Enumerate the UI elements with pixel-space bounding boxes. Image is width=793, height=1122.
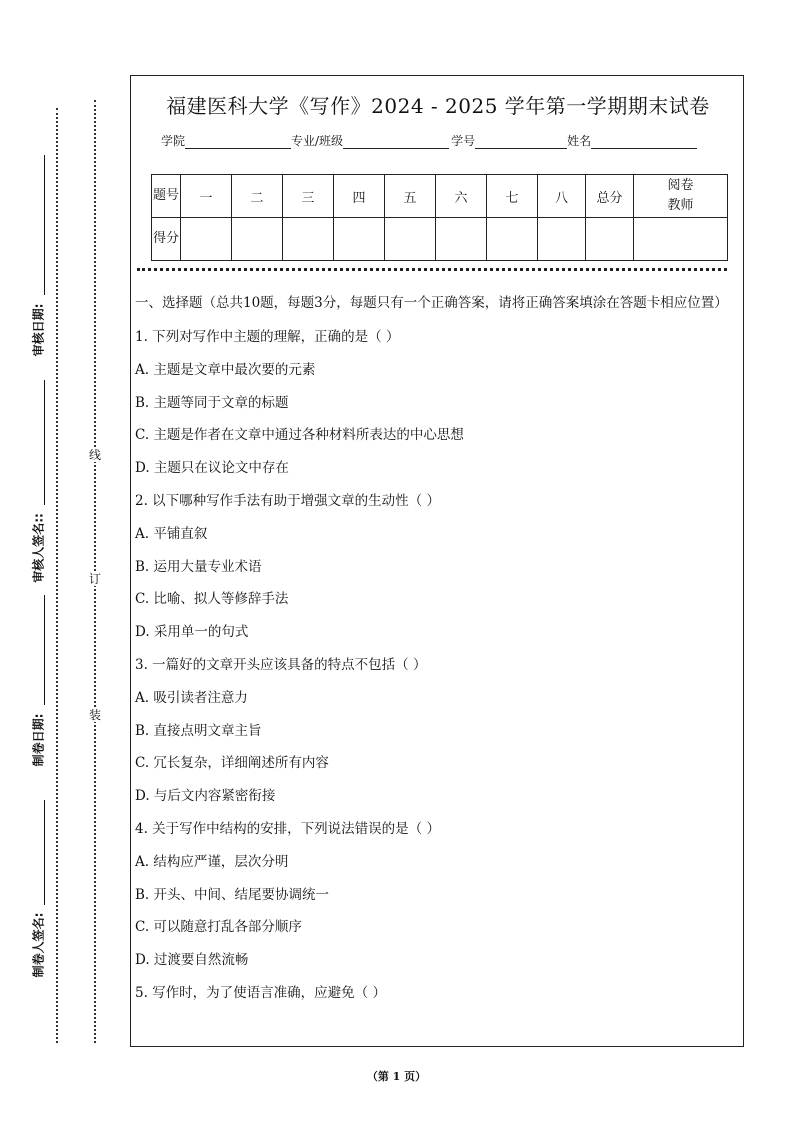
section-8-header: 八 — [538, 175, 586, 218]
score-row-label: 得分 — [152, 218, 181, 261]
question-list — [135, 321, 735, 1010]
binding-margin: 审核日期: 审核人签名:: 制卷日期: 制卷人签名: 线 订 装 — [0, 0, 125, 1122]
score-cell-5[interactable] — [385, 218, 436, 261]
section-6-header: 六 — [436, 175, 487, 218]
question-stem: 5. 写作时，为了使语言准确，应避免（ ） — [135, 984, 386, 1001]
cut-mark-fold: 装 — [88, 708, 101, 722]
question-stem: 2. 以下哪种写作手法有助于增强文章的生动性（ ） — [135, 492, 440, 509]
college-field[interactable] — [185, 136, 291, 149]
answer-option: B. 运用大量专业术语 — [135, 558, 262, 575]
reviewer-signature-line — [44, 380, 45, 505]
exam-frame — [130, 75, 744, 1047]
answer-option: D. 采用单一的句式 — [135, 624, 249, 641]
answer-option: D. 主题只在议论文中存在 — [135, 460, 289, 477]
question-stem: 1. 下列对写作中主题的理解，正确的是（ ） — [135, 329, 400, 345]
score-table-score-row — [152, 218, 728, 261]
score-cell-4[interactable] — [334, 218, 385, 261]
answer-option: A. 平铺直叙 — [135, 525, 208, 542]
score-cell-2[interactable] — [232, 218, 283, 261]
review-date-line — [44, 155, 45, 295]
section-7-header: 七 — [487, 175, 538, 218]
section-heading: 一、选择题（总共10题，每题3分，每题只有一个正确答案，请将正确答案填涂在答题卡相应位置） — [135, 295, 728, 311]
score-cell-8[interactable] — [538, 218, 586, 261]
score-table-header-row — [152, 175, 728, 218]
major-class-field[interactable] — [343, 136, 449, 149]
score-cell-7[interactable] — [487, 218, 538, 261]
score-cell-1[interactable] — [181, 218, 232, 261]
student-id-label: 学号 — [451, 134, 476, 148]
college-label: 学院 — [161, 134, 186, 148]
major-class-label: 专业/班级 — [291, 134, 344, 148]
score-table — [151, 174, 728, 261]
grader-header: 阅卷教师 — [634, 175, 728, 218]
name-field[interactable] — [591, 136, 697, 149]
answer-option: D. 过渡要自然流畅 — [135, 952, 249, 969]
page-number: （第 1 页） — [366, 1070, 427, 1083]
student-id-field[interactable] — [475, 136, 567, 149]
name-label: 姓名 — [567, 134, 592, 148]
question-number-header: 题号 — [152, 175, 181, 218]
question-stem: 3. 一篇好的文章开头应该具备的特点不包括（ ） — [135, 656, 427, 673]
section-separator — [137, 268, 727, 271]
section-2-header: 二 — [232, 175, 283, 218]
question-content — [135, 291, 735, 1010]
answer-option: B. 开头、中间、结尾要协调统一 — [135, 886, 330, 903]
cut-mark-line: 线 — [88, 448, 101, 462]
score-cell-3[interactable] — [283, 218, 334, 261]
score-cell-grader[interactable] — [634, 218, 728, 261]
score-cell-total[interactable] — [586, 218, 634, 261]
answer-option: B. 直接点明文章主旨 — [135, 722, 262, 739]
answer-option: A. 主题是文章中最次要的元素 — [135, 361, 316, 378]
score-cell-6[interactable] — [436, 218, 487, 261]
section-5-header: 五 — [385, 175, 436, 218]
student-info-row — [161, 132, 697, 149]
answer-option: C. 可以随意打乱各部分顺序 — [135, 919, 302, 936]
section-1-header: 一 — [181, 175, 232, 218]
outer-dotted-line — [56, 108, 58, 1043]
paper-maker-signature-line — [44, 800, 45, 905]
answer-option: C. 主题是作者在文章中通过各种材料所表达的中心思想 — [135, 427, 464, 444]
section-4-header: 四 — [334, 175, 385, 218]
total-score-header: 总分 — [586, 175, 634, 218]
section-3-header: 三 — [283, 175, 334, 218]
cut-mark-bind: 订 — [88, 572, 101, 586]
answer-option: A. 吸引读者注意力 — [135, 689, 248, 706]
question-stem: 4. 关于写作中结构的安排，下列说法错误的是（ ） — [135, 820, 440, 837]
paper-date-line — [44, 595, 45, 705]
answer-option: B. 主题等同于文章的标题 — [135, 394, 289, 411]
exam-title: 福建医科大学《写作》2024 - 2025 学年第一学期期末试卷 — [166, 94, 710, 118]
answer-option: A. 结构应严谨，层次分明 — [135, 853, 289, 870]
answer-option: C. 比喻、拟人等修辞手法 — [135, 591, 289, 608]
answer-option: C. 冗长复杂，详细阐述所有内容 — [135, 755, 329, 772]
answer-option: D. 与后文内容紧密衔接 — [135, 788, 276, 805]
